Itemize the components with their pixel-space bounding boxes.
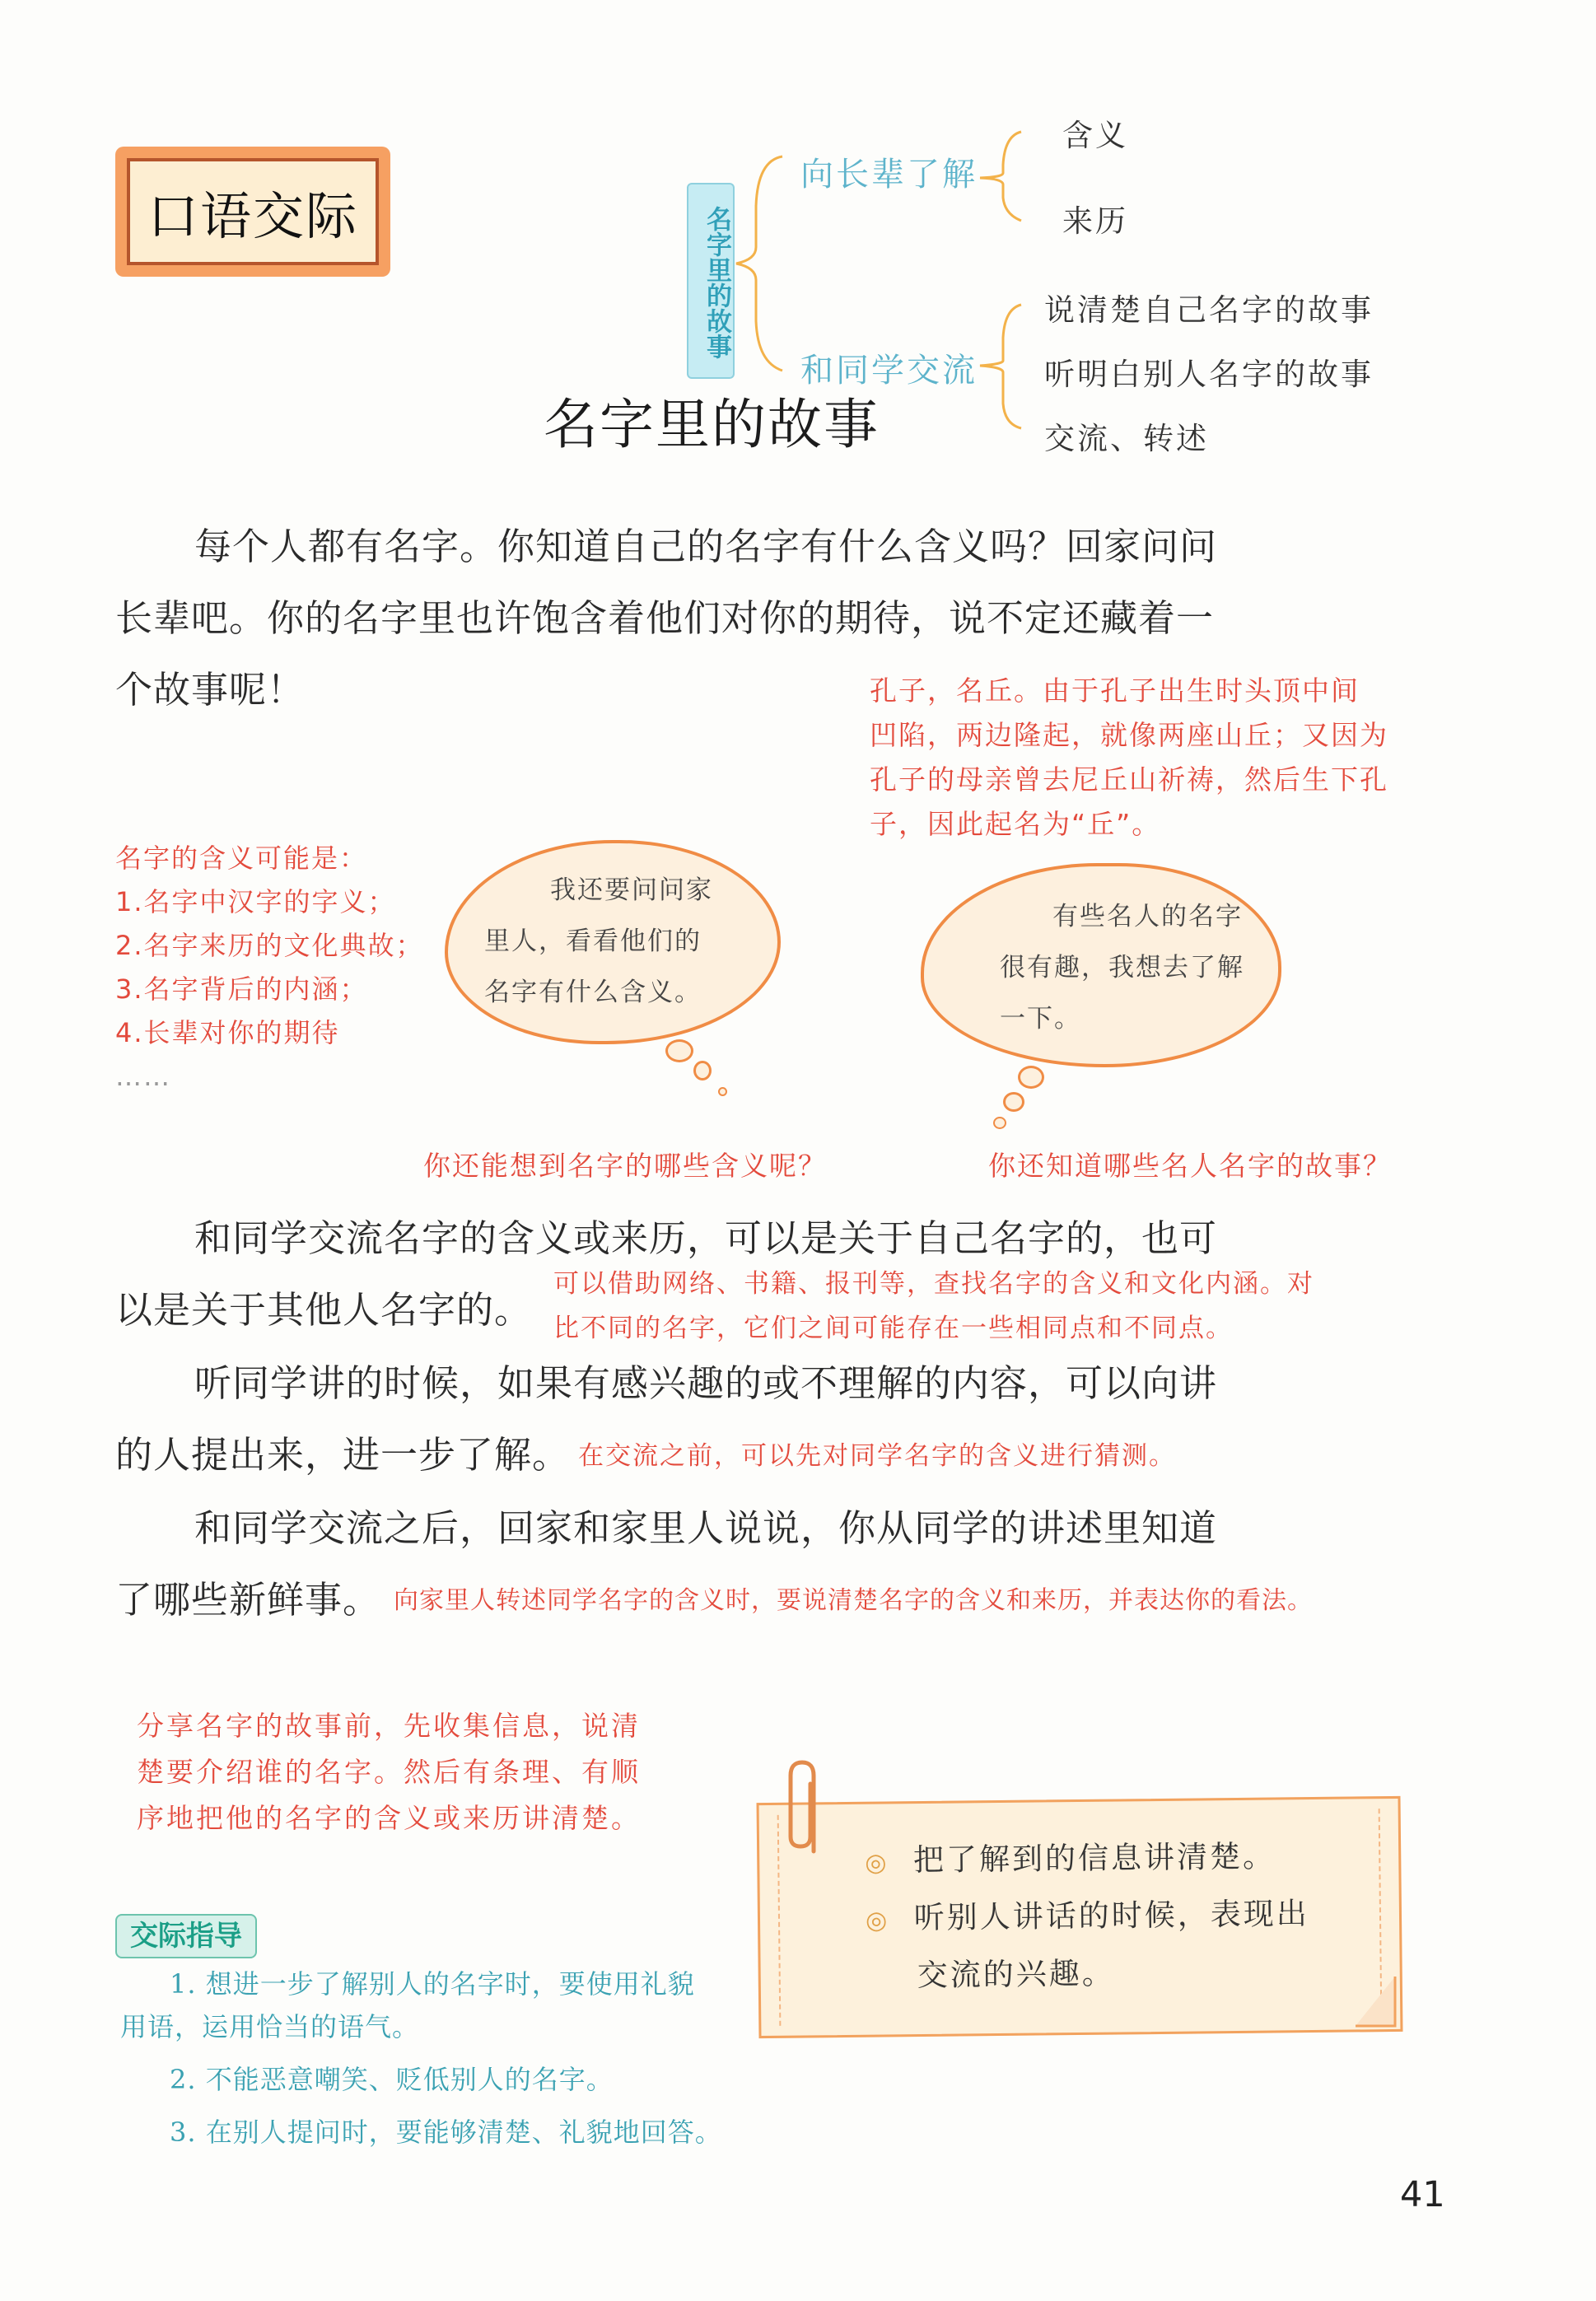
mindmap-root: 名字里的故事 <box>687 183 735 379</box>
section-badge-label: 口语交际 <box>127 158 379 265</box>
body-line: 听同学讲的时候，如果有感兴趣的或不理解的内容，可以向讲 <box>194 1361 1218 1405</box>
tip-line: 听别人讲话的时候，表现出 <box>913 1896 1309 1936</box>
mindmap-leaf: 听明白别人名字的故事 <box>1044 357 1374 392</box>
guide-line: 3. 在别人提问时，要能够清楚、礼貌地回答。 <box>170 2117 722 2148</box>
thought-bubble-left: 我还要问问家 里人，看看他们的 名字有什么含义。 <box>445 840 781 1044</box>
guide-label: 交际指导 <box>115 1914 257 1958</box>
intro-line: 每个人都有名字。你知道自己的名字有什么含义吗？回家问问 <box>194 525 1218 568</box>
mindmap-branch-elders: 向长辈了解 <box>800 156 978 194</box>
bubble-tail-dot <box>718 1087 727 1096</box>
page-title: 名字里的故事 <box>544 393 880 456</box>
guide-line: 2. 不能恶意嘲笑、贬低别人的名字。 <box>170 2064 614 2095</box>
bubble-tail-dot <box>1003 1092 1024 1112</box>
mindmap-leaf: 含义 <box>1062 118 1128 153</box>
page-number: 41 <box>1400 2174 1445 2215</box>
body-line: 和同学交流之后，回家和家里人说说，你从同学的讲述里知道 <box>194 1506 1218 1550</box>
bubble-tail-dot <box>1018 1066 1044 1089</box>
bubble-tail-dot <box>693 1061 712 1080</box>
annotation-confucius: 孔子，名丘。由于孔子出生时头顶中间 凹陷，两边隆起，就像两座山丘；又因为 孔子的母亲曾去尼丘山祈祷，然后生下孔 子，因此起名为“丘”。 <box>870 674 1388 840</box>
body-line: 了哪些新鲜事。 <box>115 1578 381 1622</box>
annotation-meanings: 名字的含义可能是： 1.名字中汉字的字义； 2.名字来历的文化典故； 3.名字背后的内涵； 4.长辈对你的期待 …… <box>115 842 424 1092</box>
bullet-icon: ◎ <box>865 1906 890 1935</box>
mindmap-leaf: 交流、转述 <box>1044 421 1209 456</box>
tip-line: 把了解到的信息讲清楚。 <box>912 1838 1276 1879</box>
mindmap-branch-classmates: 和同学交流 <box>800 352 978 390</box>
section-badge <box>115 147 390 277</box>
thought-bubble-right: 有些名人的名字 很有趣，我想去了解 一下。 <box>921 863 1281 1067</box>
annotation-para2: 可以借助网络、书籍、报刊等，查找名字的含义和文化内涵。对 比不同的名字，它们之间可能存在一些相同点和不同点。 <box>553 1269 1314 1343</box>
body-line: 以是关于其他人名字的。 <box>115 1288 533 1332</box>
intro-line: 个故事呢！ <box>115 668 306 712</box>
annotation-para3: 在交流之前，可以先对同学名字的含义进行猜测。 <box>578 1441 1176 1471</box>
bubble-tail-dot <box>665 1039 693 1062</box>
question-right: 你还知道哪些名人名字的故事？ <box>988 1150 1392 1182</box>
body-line: 的人提出来，进一步了解。 <box>115 1433 571 1477</box>
question-left: 你还能想到名字的哪些含义呢？ <box>423 1150 827 1182</box>
mindmap-connectors-2 <box>972 99 1054 478</box>
mindmap-leaf: 说清楚自己名字的故事 <box>1044 292 1374 328</box>
mindmap-leaf: 来历 <box>1062 203 1128 239</box>
page-curl-icon <box>1356 1977 1405 2034</box>
tips-card <box>757 1796 1403 2038</box>
annotation-share: 分享名字的故事前，先收集信息，说清 楚要介绍谁的名字。然后有条理、有顺 序地把他的名字的含义或来历讲清楚。 <box>137 1710 641 1834</box>
tip-line: 交流的兴趣。 <box>917 1955 1115 1994</box>
intro-line: 长辈吧。你的名字里也许饱含着他们对你的期待，说不定还藏着一 <box>115 596 1215 640</box>
guide-line: 1. 想进一步了解别人的名字时，要使用礼貌 <box>170 1968 695 2000</box>
bubble-tail-dot <box>993 1117 1006 1129</box>
body-line: 和同学交流名字的含义或来历，可以是关于自己名字的，也可 <box>194 1216 1218 1260</box>
annotation-para4: 向家里人转述同学名字的含义时，要说清楚名字的含义和来历，并表达你的看法。 <box>394 1586 1313 1615</box>
bullet-icon: ◎ <box>865 1848 889 1878</box>
guide-line: 用语，运用恰当的语气。 <box>120 2011 420 2042</box>
paperclip-icon <box>781 1754 838 1861</box>
